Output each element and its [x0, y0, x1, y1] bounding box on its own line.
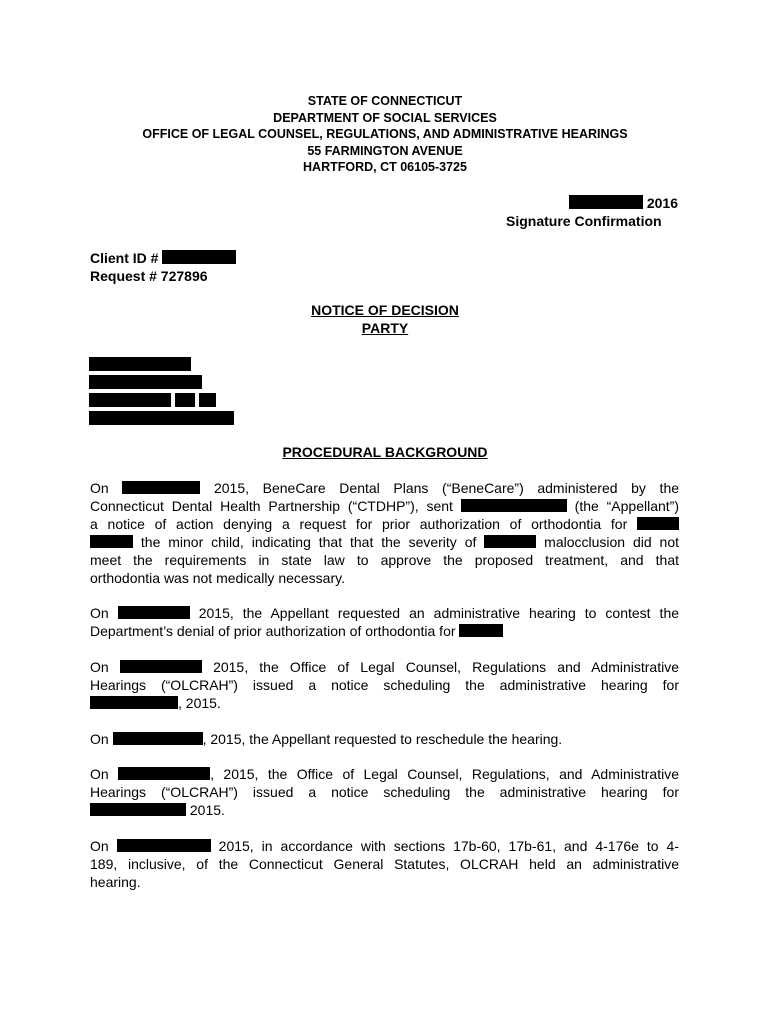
redacted-address-line [89, 411, 234, 425]
letterhead-department: DEPARTMENT OF SOCIAL SERVICES [273, 110, 497, 125]
redacted-name [461, 499, 567, 512]
redacted-name [459, 624, 503, 637]
paragraph-5: On , 2015, the Office of Legal Counsel, Regulations, and Administrative Hearings (“OLCRAH”) issued a notice scheduling the administrative hearing for 2015. [90, 766, 679, 818]
redacted-address-line [175, 393, 195, 407]
redacted-address-line [89, 393, 171, 407]
signature-confirmation: Signature Confirmation [506, 213, 662, 229]
date-block [506, 194, 678, 230]
notice-title-line1: NOTICE OF DECISION [311, 302, 459, 318]
letterhead [0, 93, 770, 176]
redacted-date [569, 195, 643, 209]
letterhead-state: STATE OF CONNECTICUT [307, 94, 463, 108]
redacted-date [118, 606, 190, 619]
letterhead-office: OFFICE OF LEGAL COUNSEL, REGULATIONS, AND ADMINISTRATIVE HEARINGS [142, 127, 628, 141]
paragraph-1: On 2015, BeneCare Dental Plans (“BeneCare”) administered by the Connecticut Dental Health Partnership (“CTDHP”), sent (the “Appellant”) a notice of action denying a request for prior authorization of orthodontia for the minor child, indicating that that the severity of malocclusion did not meet the requirements in state law to approve the proposed treatment, and that orthodontia was not medically necessary. [90, 480, 680, 586]
redacted-date [118, 767, 210, 780]
redacted-date [117, 839, 211, 852]
redacted-date [120, 660, 202, 673]
letterhead-city: HARTFORD, CT 06105-3725 [303, 160, 467, 174]
request-number: Request # 727896 [90, 268, 208, 284]
redacted-client-id [162, 250, 236, 264]
section-heading: PROCEDURAL BACKGROUND [282, 444, 488, 460]
notice-title-line2: PARTY [361, 320, 409, 336]
paragraph-4: On , 2015, the Appellant requested to reschedule the hearing. [90, 731, 563, 747]
redacted-address-line [89, 357, 191, 371]
paragraph-2: On 2015, the Appellant requested an administrative hearing to contest the Department’s denial of prior authorization of orthodontia for [90, 605, 680, 639]
paragraph-3: On 2015, the Office of Legal Counsel, Regulations and Administrative Hearings (“OLCRAH”) issued a notice scheduling the administrative hearing for , 2015. [90, 659, 679, 711]
letterhead-street: 55 FARMINGTON AVENUE [307, 143, 463, 158]
redacted-date [122, 481, 200, 494]
redacted-date [90, 696, 178, 709]
client-block [90, 249, 236, 285]
redacted-name [90, 535, 133, 548]
redacted-name [637, 517, 679, 530]
date-year: 2016 [646, 195, 678, 211]
redacted-date [113, 732, 203, 745]
client-id-label: Client ID # [90, 250, 159, 266]
redacted-name [484, 535, 536, 548]
notice-title [0, 301, 770, 337]
paragraph-6: On 2015, in accordance with sections 17b-60, 17b-61, and 4-176e to 4- 189, inclusive, of the Connecticut General Statutes, OLCRAH held an administrative hearing. [90, 838, 680, 890]
redacted-address-line [199, 393, 216, 407]
redacted-address-line [89, 375, 202, 389]
redacted-date [90, 803, 186, 816]
